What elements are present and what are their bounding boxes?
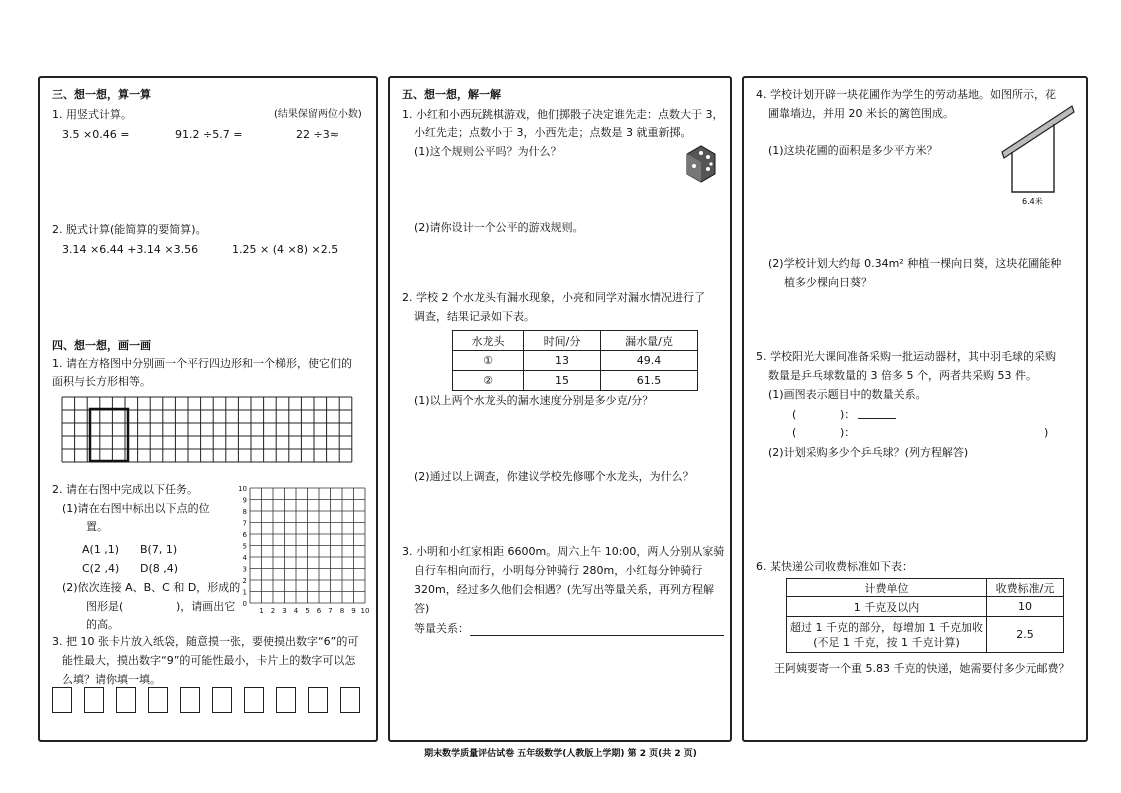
draw-2-line4a: 图形是( [86, 600, 124, 613]
p1-line2: 小红先走；点数小于 3，小西先走；点数是 3 就重新掷。 [414, 126, 692, 139]
table-row [787, 597, 1064, 617]
x-tick-label: 8 [339, 607, 345, 614]
equation-label: 等量关系： [414, 622, 469, 635]
draw-3-line1: 3. 把 10 张卡片放入纸袋，随意摸一张，要使摸出数字“6”的可 [52, 635, 359, 648]
section-5-title: 五、想一想，解一解 [402, 88, 501, 101]
table-cell: 13 [524, 351, 601, 371]
draw-1-line2: 面积与长方形相等。 [52, 375, 151, 388]
point-c: C(2 ,4) [82, 562, 120, 575]
q1-c: 22 ÷3≈ [296, 128, 339, 141]
p5-line2: 数量是乒乓球数量的 3 倍多 5 个，两者共采购 53 件。 [768, 369, 1037, 382]
p4-line2: 圃靠墙边，并用 20 米长的篱笆围成。 [768, 107, 954, 120]
q2-a: 3.14 ×6.44 +3.14 ×3.56 [62, 243, 199, 256]
fig-label: 6.4米 [1022, 197, 1043, 206]
x-tick-label: 1 [259, 607, 264, 614]
rectangle-shape [90, 409, 128, 461]
equation-answer-line[interactable] [470, 635, 724, 636]
draw-2-line3: (2)依次连接 A、B、C 和 D，形成的 [62, 581, 241, 594]
table-cell: 2.5 [987, 617, 1064, 653]
p4-q2b: 植多少棵向日葵？ [784, 276, 872, 289]
p2-q1: (1)以上两个水龙头的漏水速度分别是多少克/分？ [414, 394, 654, 407]
draw-2-line1: (1)请在右图中标出以下点的位 [62, 502, 210, 515]
p5-row2-close: )： [840, 426, 856, 439]
table-cell: 15 [524, 371, 601, 391]
p6-question: 王阿姨要寄一个重 5.83 千克的快递，她需要付多少元邮费？ [774, 662, 1070, 675]
q1-b: 91.2 ÷5.7 = [175, 128, 243, 141]
card-box-2[interactable] [84, 687, 104, 713]
point-b: B(7, 1) [140, 543, 178, 556]
draw-3-line3: 么填？请你填一填。 [62, 673, 161, 686]
card-box-6[interactable] [212, 687, 232, 713]
table-cell [787, 617, 987, 653]
y-tick-label: 2 [242, 577, 247, 585]
card-box-1[interactable] [52, 687, 72, 713]
p3-line4: 答) [414, 602, 430, 615]
p3-line2: 自行车相向而行，小明每分钟骑行 280m，小红每分钟骑行 [414, 564, 703, 577]
y-tick-label: 10 [238, 485, 247, 493]
card-box-9[interactable] [308, 687, 328, 713]
point-a: A(1 ,1) [82, 543, 120, 556]
coordinate-grid [236, 484, 376, 614]
table-row [453, 351, 698, 371]
x-tick-label: 2 [270, 607, 276, 614]
section-3-title: 三、想一想，算一算 [52, 88, 151, 101]
p1-line1: 1. 小红和小西玩跳棋游戏，他们掷骰子决定谁先走：点数大于 3， [402, 108, 724, 121]
y-tick-label: 8 [242, 508, 247, 516]
table-row [787, 617, 1064, 653]
left-panel [38, 76, 378, 742]
p5-row1-bar [858, 418, 896, 419]
table-cell: 10 [987, 597, 1064, 617]
table-cell: 1 千克及以内 [787, 597, 987, 617]
x-tick-label: 6 [316, 607, 322, 614]
y-tick-label: 7 [242, 519, 247, 528]
draw-3-line2: 能性最大，摸出数字“9”的可能性最小，卡片上的数字可以怎 [62, 654, 356, 667]
point-d: D(8 ,4) [140, 562, 179, 575]
p3-line1: 3. 小明和小红家相距 6600m。周六上午 10:00，两人分别从家骑 [402, 545, 725, 558]
wall-shape [1002, 106, 1074, 158]
y-tick-label: 4 [242, 554, 247, 562]
table-cell: ① [453, 351, 524, 371]
table-header: 水龙头 [453, 331, 524, 351]
p5-row1-open: ( [792, 408, 797, 421]
table-cell: 61.5 [601, 371, 698, 391]
p4-q2a: (2)学校计划大约每 0.34m² 种植一棵向日葵，这块花圃能种 [768, 257, 1062, 270]
x-tick-label: 4 [293, 607, 299, 614]
y-tick-label: 9 [242, 496, 247, 505]
p4-line1: 4. 学校计划开辟一块花圃作为学生的劳动基地。如图所示，花 [756, 88, 1056, 101]
x-tick-label: 7 [328, 607, 333, 614]
fee-row2-line1: 超过 1 千克的部分，每增加 1 千克加收 [790, 620, 983, 634]
section-4-title: 四、想一想，画一画 [52, 339, 151, 352]
fee-table [786, 578, 1064, 653]
table-header: 时间/分 [524, 331, 601, 351]
p6-title: 6. 某快递公司收费标准如下表： [756, 560, 913, 573]
draw-2-line4b: )，请画出它 [176, 600, 236, 613]
p1-q2: (2)请你设计一个公平的游戏规则。 [414, 221, 584, 234]
leak-table [452, 330, 698, 391]
p5-q1: (1)画图表示题目中的数量关系。 [768, 388, 927, 401]
y-tick-label: 3 [242, 565, 247, 574]
middle-panel [388, 76, 732, 742]
p2-q2: (2)通过以上调查，你建议学校先修哪个水龙头，为什么？ [414, 470, 694, 483]
p5-line1: 5. 学校阳光大课间准备采购一批运动器材，其中羽毛球的采购 [756, 350, 1056, 363]
q1-note: (结果保留两位小数) [274, 109, 362, 120]
p5-row2-end: ) [1044, 426, 1049, 439]
draw-2-title: 2. 请在右图中完成以下任务。 [52, 483, 198, 496]
draw-2-line5: 的高。 [86, 618, 119, 631]
q1-a: 3.5 ×0.46 = [62, 128, 130, 141]
y-tick-label: 6 [242, 531, 247, 539]
draw-1-line1: 1. 请在方格图中分别画一个平行四边形和一个梯形，使它们的 [52, 357, 352, 370]
q1-title: 1. 用竖式计算。 [52, 108, 132, 121]
table-header: 漏水量/克 [601, 331, 698, 351]
p5-q2: (2)计划采购多少个乒乓球？(列方程解答) [768, 446, 969, 459]
card-box-3[interactable] [116, 687, 136, 713]
p3-line3: 320m，经过多久他们会相遇？(先写出等量关系，再列方程解 [414, 583, 715, 596]
card-box-7[interactable] [244, 687, 264, 713]
right-panel [742, 76, 1088, 742]
x-tick-label: 5 [305, 607, 310, 614]
square-grid [60, 395, 360, 465]
table-cell: 49.4 [601, 351, 698, 371]
card-box-8[interactable] [276, 687, 296, 713]
dice-icon [683, 144, 717, 184]
card-box-4[interactable] [148, 687, 168, 713]
x-tick-label: 3 [282, 607, 287, 614]
q2-b: 1.25 × (4 ×8) ×2.5 [232, 243, 339, 256]
page-footer: 期末数学质量评估试卷 五年级数学(人教版上学期) 第 2 页(共 2 页) [424, 749, 697, 759]
p5-row1-close: )： [840, 408, 856, 421]
fee-row2-line2: (不足 1 千克，按 1 千克计算) [813, 635, 960, 649]
card-box-10[interactable] [340, 687, 360, 713]
p1-q1: (1)这个规则公平吗？为什么？ [414, 145, 562, 158]
y-tick-label: 0 [242, 600, 247, 608]
p2-line2: 调查，结果记录如下表。 [414, 310, 535, 323]
y-tick-label: 5 [242, 542, 247, 551]
table-row [453, 371, 698, 391]
card-box-5[interactable] [180, 687, 200, 713]
draw-2-line2: 置。 [86, 520, 108, 533]
x-tick-label: 9 [351, 607, 356, 614]
q2-title: 2. 脱式计算(能简算的要简算)。 [52, 223, 207, 236]
x-tick-label: 10 [360, 607, 370, 614]
p4-q1: (1)这块花圃的面积是多少平方米？ [768, 144, 938, 157]
garden-figure [998, 98, 1080, 208]
y-tick-label: 1 [242, 588, 247, 597]
table-header: 收费标准/元 [987, 579, 1064, 597]
table-cell: ② [453, 371, 524, 391]
p2-line1: 2. 学校 2 个水龙头有漏水现象，小亮和同学对漏水情况进行了 [402, 291, 705, 304]
p5-row2-open: ( [792, 426, 797, 439]
table-header: 计费单位 [787, 579, 987, 597]
